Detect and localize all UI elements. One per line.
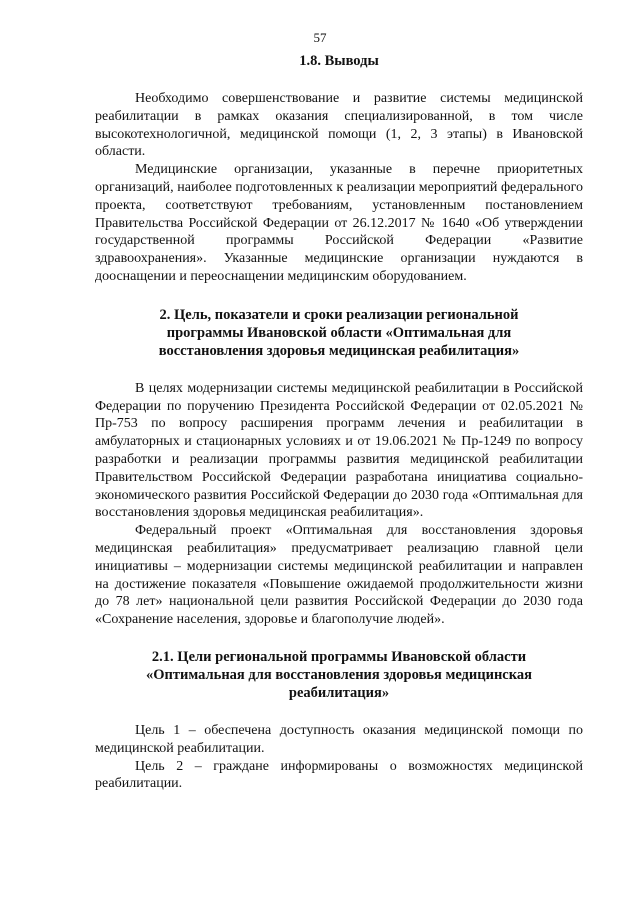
section-2-paragraph-1: В целях модернизации системы медицинской реабилитации в Российской Федерации по поручению Президента Российской Федерации от 02.05.2021 № Пр-753 по вопросу расширения программ лечения и реабилитации в амбулаторных и стационарных условиях и от 19.06.2021 № Пр-1249 по вопросу разработки и реализации программы развития медицинской реабилитации Правительством Российской Федерации разработана инициатива социально-экономического развития Российской Федерации до 2030 года «Оптимальная для восстановления здоровья медицинская реабилитация». xyxy=(95,380,583,521)
page-content xyxy=(95,52,583,793)
page-number: 57 xyxy=(313,30,327,45)
section-1-8-paragraph-2: Медицинские организации, указанные в перечне приоритетных организаций, наиболее подготовленных к реализации мероприятий федерального проекта, соответствуют требованиям, установленным постановлением Правительства Российской Федерации от 26.12.2017 № 1640 «Об утверждении государственной программы Российской Федерации «Развитие здравоохранения». Указанные медицинские организации нуждаются в дооснащении и переоснащении медицинским оборудованием. xyxy=(95,162,583,284)
section-2-paragraph-2: Федеральный проект «Оптимальная для восстановления здоровья медицинская реабилитация» предусматривает реализацию главной цели инициативы – модернизации системы медицинской реабилитации и направлен на достижение показателя «Повышение ожидаемой продолжительности жизни до 78 лет» национальной цели развития Российской Федерации до 2030 года «Сохранение населения, здоровье и благополучие людей». xyxy=(95,523,583,628)
section-1-8-heading: 1.8. Выводы xyxy=(299,53,379,69)
section-2-1-heading: 2.1. Цели региональной программы Ивановской области «Оптимальная для восстановления здоровья медицинская реабилитация» xyxy=(146,648,532,701)
section-1-8-paragraph-1: Необходимо совершенствование и развитие системы медицинской реабилитации в рамках оказания специализированной, в том числе высокотехнологичной, медицинской помощи (1, 2, 3 этапы) в Ивановской области. xyxy=(95,91,583,160)
section-2-heading: 2. Цель, показатели и сроки реализации региональной программы Ивановской области «Оптимальная для восстановления здоровья медицинская реабилитация» xyxy=(158,306,520,359)
section-2-1-paragraph-1: Цель 1 – обеспечена доступность оказания медицинской помощи по медицинской реабилитации. xyxy=(95,722,583,756)
section-2-1-paragraph-2: Цель 2 – граждане информированы о возможностях медицинской реабилитации. xyxy=(95,758,583,792)
